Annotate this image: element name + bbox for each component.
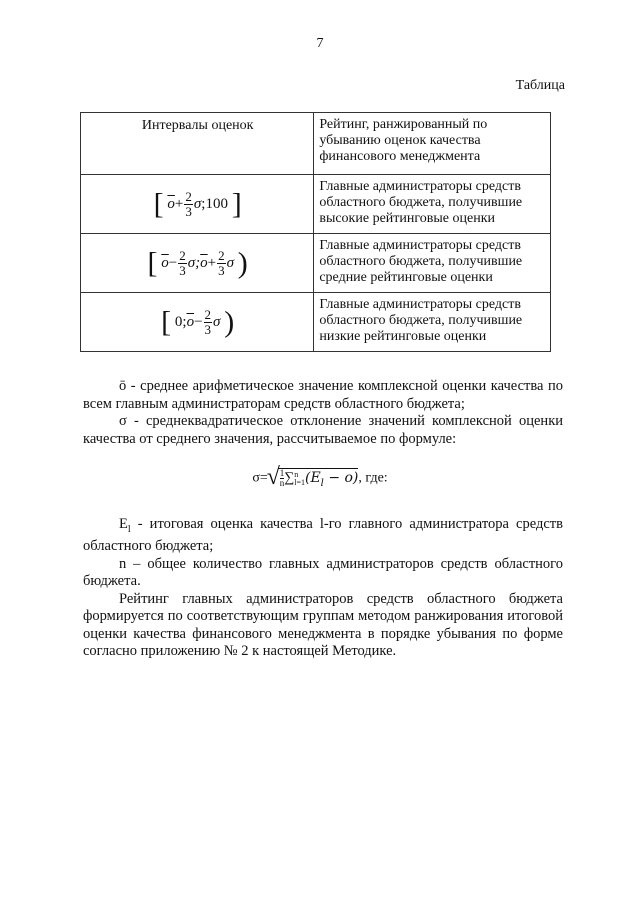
table-row — [81, 175, 551, 234]
rating-table — [80, 112, 551, 352]
rating-cell: Главные администраторы средств областного бюджета, получившие средние рейтинговые оценки — [314, 234, 551, 293]
header-rating: Рейтинг, ранжированный по убыванию оценок качества финансового менеджмента — [314, 113, 551, 175]
table-label: Таблица — [515, 78, 565, 93]
sigma-formula: σ= √ $\frac{1}{n}\sum$ n l=1 $(E_l - o)$, где: — [0, 468, 640, 489]
n-definition: n – общее количество главных администраторов средств областного бюджета. — [83, 555, 563, 590]
explanations-block — [83, 516, 563, 661]
sigma-definition: σ - среднеквадратическое отклонение значений комплексной оценки качества от среднего значения, рассчитываемое по формуле: — [83, 413, 563, 447]
page-number: 7 — [316, 36, 324, 51]
definitions-block — [83, 378, 563, 448]
table-header-row — [81, 113, 551, 175]
table-row — [81, 293, 551, 352]
interval-formula-high: [ $\overline{o}+$ $\frac{2}{3}$ σ;100 ] — [153, 187, 242, 220]
header-intervals: Интервалы оценок — [81, 113, 314, 175]
interval-cell — [81, 293, 314, 352]
rating-cell: Главные администраторы средств областного бюджета, получившие высокие рейтинговые оценки — [314, 175, 551, 234]
interval-formula-low: [ $0;\overline{o}-$ $\frac{2}{3}$ σ ) — [161, 305, 235, 338]
interval-formula-medium: [ $\overline{o}-$ $\frac{2}{3}$ $\sigma;\overline{o}+$ $\frac{2}{3}$ σ ) — [147, 246, 248, 279]
rating-cell: Главные администраторы средств областного бюджета, получившие низкие рейтинговые оценки — [314, 293, 551, 352]
table-row — [81, 234, 551, 293]
interval-cell — [81, 234, 314, 293]
sqrt-sign: √ $\frac{1}{n}\sum$ n l=1 $(E_l - o)$ — [278, 468, 359, 489]
rating-paragraph: Рейтинг главных администраторов средств областного бюджета формируется по соответствующим группам методом ранжирования итоговой оценки качества финансового менеджмента в порядке убывания по форме согласно приложению № 2 к настоящей Методике. — [83, 590, 563, 660]
interval-cell — [81, 175, 314, 234]
o-bar-definition: ō - среднее арифметическое значение комплексной оценки качества по всем главным администраторам средств областного бюджета; — [83, 378, 563, 412]
e-l-definition: $E_l$ - итоговая оценка качества l-го главного администратора средств областного бюджета; — [83, 516, 563, 555]
